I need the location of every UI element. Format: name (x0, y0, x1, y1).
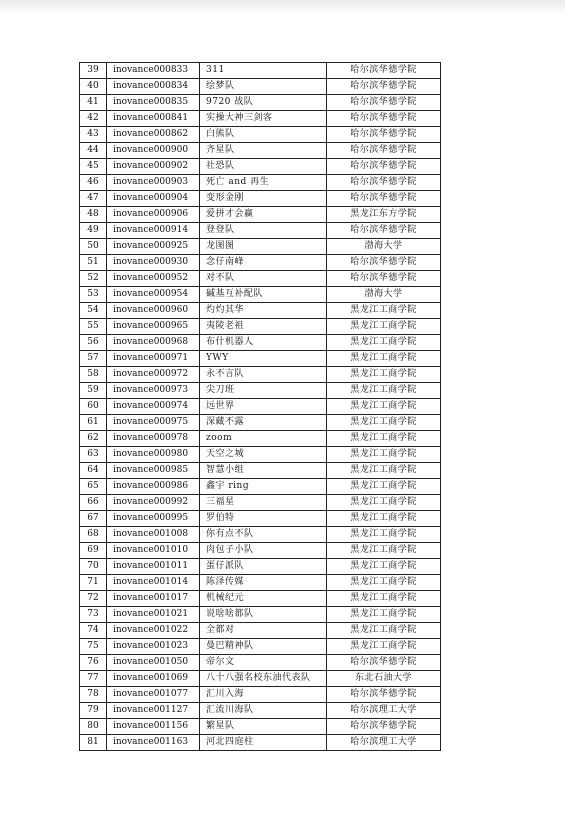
school-name-cell: 哈尔滨华德学院 (327, 255, 441, 271)
school-name-cell: 哈尔滨华德学院 (327, 655, 441, 671)
school-name-cell: 黑龙江工商学院 (327, 639, 441, 655)
row-number-cell: 40 (80, 79, 107, 95)
row-number-cell: 51 (80, 255, 107, 271)
registration-id-cell: inovance001077 (107, 687, 200, 703)
school-name-cell: 黑龙江工商学院 (327, 303, 441, 319)
team-name-cell: 碱基互补配队 (200, 287, 327, 303)
table-row (80, 239, 441, 255)
row-number-cell: 46 (80, 175, 107, 191)
registration-id-cell: inovance000930 (107, 255, 200, 271)
team-name-cell: 机械纪元 (200, 591, 327, 607)
team-name-cell: 死亡 and 再生 (200, 175, 327, 191)
school-name-cell: 渤海大学 (327, 239, 441, 255)
row-number-cell: 65 (80, 479, 107, 495)
team-name-cell: 罗伯特 (200, 511, 327, 527)
team-name-cell: 永不言队 (200, 367, 327, 383)
row-number-cell: 45 (80, 159, 107, 175)
row-number-cell: 66 (80, 495, 107, 511)
registration-id-cell: inovance001017 (107, 591, 200, 607)
table-row (80, 511, 441, 527)
school-name-cell: 哈尔滨华德学院 (327, 175, 441, 191)
registration-id-cell: inovance000900 (107, 143, 200, 159)
school-name-cell: 黑龙江工商学院 (327, 511, 441, 527)
table-row (80, 527, 441, 543)
registration-id-cell: inovance000980 (107, 447, 200, 463)
school-name-cell: 黑龙江工商学院 (327, 607, 441, 623)
row-number-cell: 64 (80, 463, 107, 479)
registration-id-cell: inovance000834 (107, 79, 200, 95)
team-name-cell: 变形金刚 (200, 191, 327, 207)
registration-id-cell: inovance001163 (107, 735, 200, 751)
team-name-cell: 曼巴精神队 (200, 639, 327, 655)
row-number-cell: 61 (80, 415, 107, 431)
row-number-cell: 41 (80, 95, 107, 111)
registration-id-cell: inovance001010 (107, 543, 200, 559)
school-name-cell: 黑龙江工商学院 (327, 479, 441, 495)
school-name-cell: 黑龙江工商学院 (327, 527, 441, 543)
team-name-cell: zoom (200, 431, 327, 447)
registration-id-cell: inovance000975 (107, 415, 200, 431)
registration-id-cell: inovance000960 (107, 303, 200, 319)
team-name-cell: 蛋仔派队 (200, 559, 327, 575)
registration-id-cell: inovance000985 (107, 463, 200, 479)
row-number-cell: 63 (80, 447, 107, 463)
row-number-cell: 39 (80, 63, 107, 79)
team-name-cell: 远世界 (200, 399, 327, 415)
school-name-cell: 渤海大学 (327, 287, 441, 303)
team-name-cell: 社恐队 (200, 159, 327, 175)
registration-id-cell: inovance001011 (107, 559, 200, 575)
row-number-cell: 69 (80, 543, 107, 559)
team-name-cell: 八十八强名校东油代表队 (200, 671, 327, 687)
registration-id-cell: inovance001156 (107, 719, 200, 735)
registration-id-cell: inovance000903 (107, 175, 200, 191)
registration-id-cell: inovance000995 (107, 511, 200, 527)
team-name-cell: 尖刀班 (200, 383, 327, 399)
registration-id-cell: inovance000974 (107, 399, 200, 415)
row-number-cell: 50 (80, 239, 107, 255)
row-number-cell: 80 (80, 719, 107, 735)
school-name-cell: 哈尔滨华德学院 (327, 719, 441, 735)
registration-id-cell: inovance000904 (107, 191, 200, 207)
table-row (80, 111, 441, 127)
table-row (80, 191, 441, 207)
table-row (80, 127, 441, 143)
row-number-cell: 78 (80, 687, 107, 703)
registration-id-cell: inovance001069 (107, 671, 200, 687)
school-name-cell: 黑龙江东方学院 (327, 207, 441, 223)
registration-id-cell: inovance000978 (107, 431, 200, 447)
registration-id-cell: inovance000862 (107, 127, 200, 143)
school-name-cell: 黑龙江工商学院 (327, 591, 441, 607)
team-name-cell: 对不队 (200, 271, 327, 287)
row-number-cell: 76 (80, 655, 107, 671)
row-number-cell: 59 (80, 383, 107, 399)
school-name-cell: 黑龙江工商学院 (327, 319, 441, 335)
team-name-cell: 智慧小组 (200, 463, 327, 479)
table-row (80, 383, 441, 399)
team-name-cell: 布什机器人 (200, 335, 327, 351)
row-number-cell: 44 (80, 143, 107, 159)
school-name-cell: 哈尔滨华德学院 (327, 63, 441, 79)
registration-id-cell: inovance000914 (107, 223, 200, 239)
table-row (80, 671, 441, 687)
team-list-body (80, 63, 441, 751)
school-name-cell: 哈尔滨华德学院 (327, 127, 441, 143)
school-name-cell: 哈尔滨华德学院 (327, 687, 441, 703)
school-name-cell: 哈尔滨理工大学 (327, 735, 441, 751)
row-number-cell: 60 (80, 399, 107, 415)
table-row (80, 575, 441, 591)
team-name-cell: 鑫宇 ring (200, 479, 327, 495)
team-name-cell: 陈泽传媒 (200, 575, 327, 591)
registration-id-cell: inovance000906 (107, 207, 200, 223)
row-number-cell: 49 (80, 223, 107, 239)
registration-id-cell: inovance000952 (107, 271, 200, 287)
school-name-cell: 哈尔滨华德学院 (327, 79, 441, 95)
team-name-cell: 绘梦队 (200, 79, 327, 95)
row-number-cell: 70 (80, 559, 107, 575)
registration-id-cell: inovance000992 (107, 495, 200, 511)
team-name-cell: 河北四庭柱 (200, 735, 327, 751)
school-name-cell: 黑龙江工商学院 (327, 623, 441, 639)
registration-id-cell: inovance001050 (107, 655, 200, 671)
row-number-cell: 47 (80, 191, 107, 207)
table-row (80, 175, 441, 191)
registration-id-cell: inovance001023 (107, 639, 200, 655)
table-row (80, 703, 441, 719)
row-number-cell: 72 (80, 591, 107, 607)
team-name-cell: 肉包子小队 (200, 543, 327, 559)
row-number-cell: 81 (80, 735, 107, 751)
school-name-cell: 哈尔滨华德学院 (327, 271, 441, 287)
registration-id-cell: inovance001022 (107, 623, 200, 639)
row-number-cell: 42 (80, 111, 107, 127)
row-number-cell: 75 (80, 639, 107, 655)
table-row (80, 351, 441, 367)
school-name-cell: 黑龙江工商学院 (327, 463, 441, 479)
table-row (80, 559, 441, 575)
school-name-cell: 黑龙江工商学院 (327, 495, 441, 511)
table-row (80, 303, 441, 319)
row-number-cell: 56 (80, 335, 107, 351)
school-name-cell: 哈尔滨理工大学 (327, 703, 441, 719)
school-name-cell: 黑龙江工商学院 (327, 383, 441, 399)
school-name-cell: 黑龙江工商学院 (327, 559, 441, 575)
team-name-cell: 念仔南峰 (200, 255, 327, 271)
school-name-cell: 黑龙江工商学院 (327, 431, 441, 447)
registration-id-cell: inovance001014 (107, 575, 200, 591)
school-name-cell: 东北石油大学 (327, 671, 441, 687)
registration-id-cell: inovance000925 (107, 239, 200, 255)
registration-id-cell: inovance001127 (107, 703, 200, 719)
team-name-cell: 三福星 (200, 495, 327, 511)
team-name-cell: 天空之城 (200, 447, 327, 463)
school-name-cell: 黑龙江工商学院 (327, 335, 441, 351)
team-name-cell: 登登队 (200, 223, 327, 239)
document-page (0, 14, 565, 820)
table-row (80, 159, 441, 175)
table-row (80, 207, 441, 223)
registration-id-cell: inovance000833 (107, 63, 200, 79)
row-number-cell: 79 (80, 703, 107, 719)
team-name-cell: 汇流川海队 (200, 703, 327, 719)
table-row (80, 543, 441, 559)
team-name-cell: 帝尔文 (200, 655, 327, 671)
row-number-cell: 58 (80, 367, 107, 383)
row-number-cell: 73 (80, 607, 107, 623)
row-number-cell: 54 (80, 303, 107, 319)
table-row (80, 415, 441, 431)
registration-id-cell: inovance000841 (107, 111, 200, 127)
row-number-cell: 68 (80, 527, 107, 543)
school-name-cell: 哈尔滨华德学院 (327, 223, 441, 239)
school-name-cell: 黑龙江工商学院 (327, 399, 441, 415)
school-name-cell: 黑龙江工商学院 (327, 575, 441, 591)
team-name-cell: 白熊队 (200, 127, 327, 143)
table-row (80, 335, 441, 351)
team-name-cell: 实操大神三剑客 (200, 111, 327, 127)
table-row (80, 431, 441, 447)
row-number-cell: 71 (80, 575, 107, 591)
table-row (80, 735, 441, 751)
table-row (80, 319, 441, 335)
row-number-cell: 52 (80, 271, 107, 287)
table-row (80, 367, 441, 383)
table-row (80, 95, 441, 111)
team-name-cell: 9720 战队 (200, 95, 327, 111)
table-row (80, 607, 441, 623)
school-name-cell: 黑龙江工商学院 (327, 351, 441, 367)
registration-id-cell: inovance001008 (107, 527, 200, 543)
school-name-cell: 黑龙江工商学院 (327, 543, 441, 559)
team-name-cell: 说啥啥都队 (200, 607, 327, 623)
team-list-table (79, 62, 441, 751)
school-name-cell: 黑龙江工商学院 (327, 367, 441, 383)
row-number-cell: 67 (80, 511, 107, 527)
registration-id-cell: inovance000968 (107, 335, 200, 351)
team-name-cell: 311 (200, 63, 327, 79)
school-name-cell: 哈尔滨华德学院 (327, 159, 441, 175)
table-row (80, 479, 441, 495)
table-row (80, 639, 441, 655)
row-number-cell: 53 (80, 287, 107, 303)
team-name-cell: 夷陵老祖 (200, 319, 327, 335)
table-row (80, 623, 441, 639)
table-row (80, 719, 441, 735)
table-row (80, 223, 441, 239)
table-row (80, 591, 441, 607)
row-number-cell: 43 (80, 127, 107, 143)
team-name-cell: 深藏不露 (200, 415, 327, 431)
school-name-cell: 黑龙江工商学院 (327, 447, 441, 463)
row-number-cell: 48 (80, 207, 107, 223)
team-name-cell: 全都对 (200, 623, 327, 639)
school-name-cell: 哈尔滨华德学院 (327, 191, 441, 207)
row-number-cell: 74 (80, 623, 107, 639)
table-row (80, 687, 441, 703)
registration-id-cell: inovance000902 (107, 159, 200, 175)
row-number-cell: 62 (80, 431, 107, 447)
team-name-cell: YWY (200, 351, 327, 367)
table-row (80, 495, 441, 511)
registration-id-cell: inovance000971 (107, 351, 200, 367)
viewer-top-bar (0, 0, 565, 14)
row-number-cell: 77 (80, 671, 107, 687)
registration-id-cell: inovance000986 (107, 479, 200, 495)
table-row (80, 447, 441, 463)
school-name-cell: 哈尔滨华德学院 (327, 143, 441, 159)
row-number-cell: 55 (80, 319, 107, 335)
registration-id-cell: inovance000973 (107, 383, 200, 399)
team-name-cell: 你有点不队 (200, 527, 327, 543)
registration-id-cell: inovance000972 (107, 367, 200, 383)
team-name-cell: 灼灼其华 (200, 303, 327, 319)
registration-id-cell: inovance000835 (107, 95, 200, 111)
table-row (80, 255, 441, 271)
table-row (80, 655, 441, 671)
registration-id-cell: inovance000954 (107, 287, 200, 303)
school-name-cell: 哈尔滨华德学院 (327, 111, 441, 127)
row-number-cell: 57 (80, 351, 107, 367)
table-row (80, 271, 441, 287)
team-name-cell: 龙图图 (200, 239, 327, 255)
table-row (80, 79, 441, 95)
table-row (80, 63, 441, 79)
registration-id-cell: inovance001021 (107, 607, 200, 623)
team-name-cell: 齐星队 (200, 143, 327, 159)
team-name-cell: 汇川入海 (200, 687, 327, 703)
table-row (80, 399, 441, 415)
school-name-cell: 哈尔滨华德学院 (327, 95, 441, 111)
registration-id-cell: inovance000965 (107, 319, 200, 335)
table-row (80, 287, 441, 303)
team-name-cell: 爱拼才会赢 (200, 207, 327, 223)
table-row (80, 143, 441, 159)
team-name-cell: 繁星队 (200, 719, 327, 735)
table-row (80, 463, 441, 479)
school-name-cell: 黑龙江工商学院 (327, 415, 441, 431)
